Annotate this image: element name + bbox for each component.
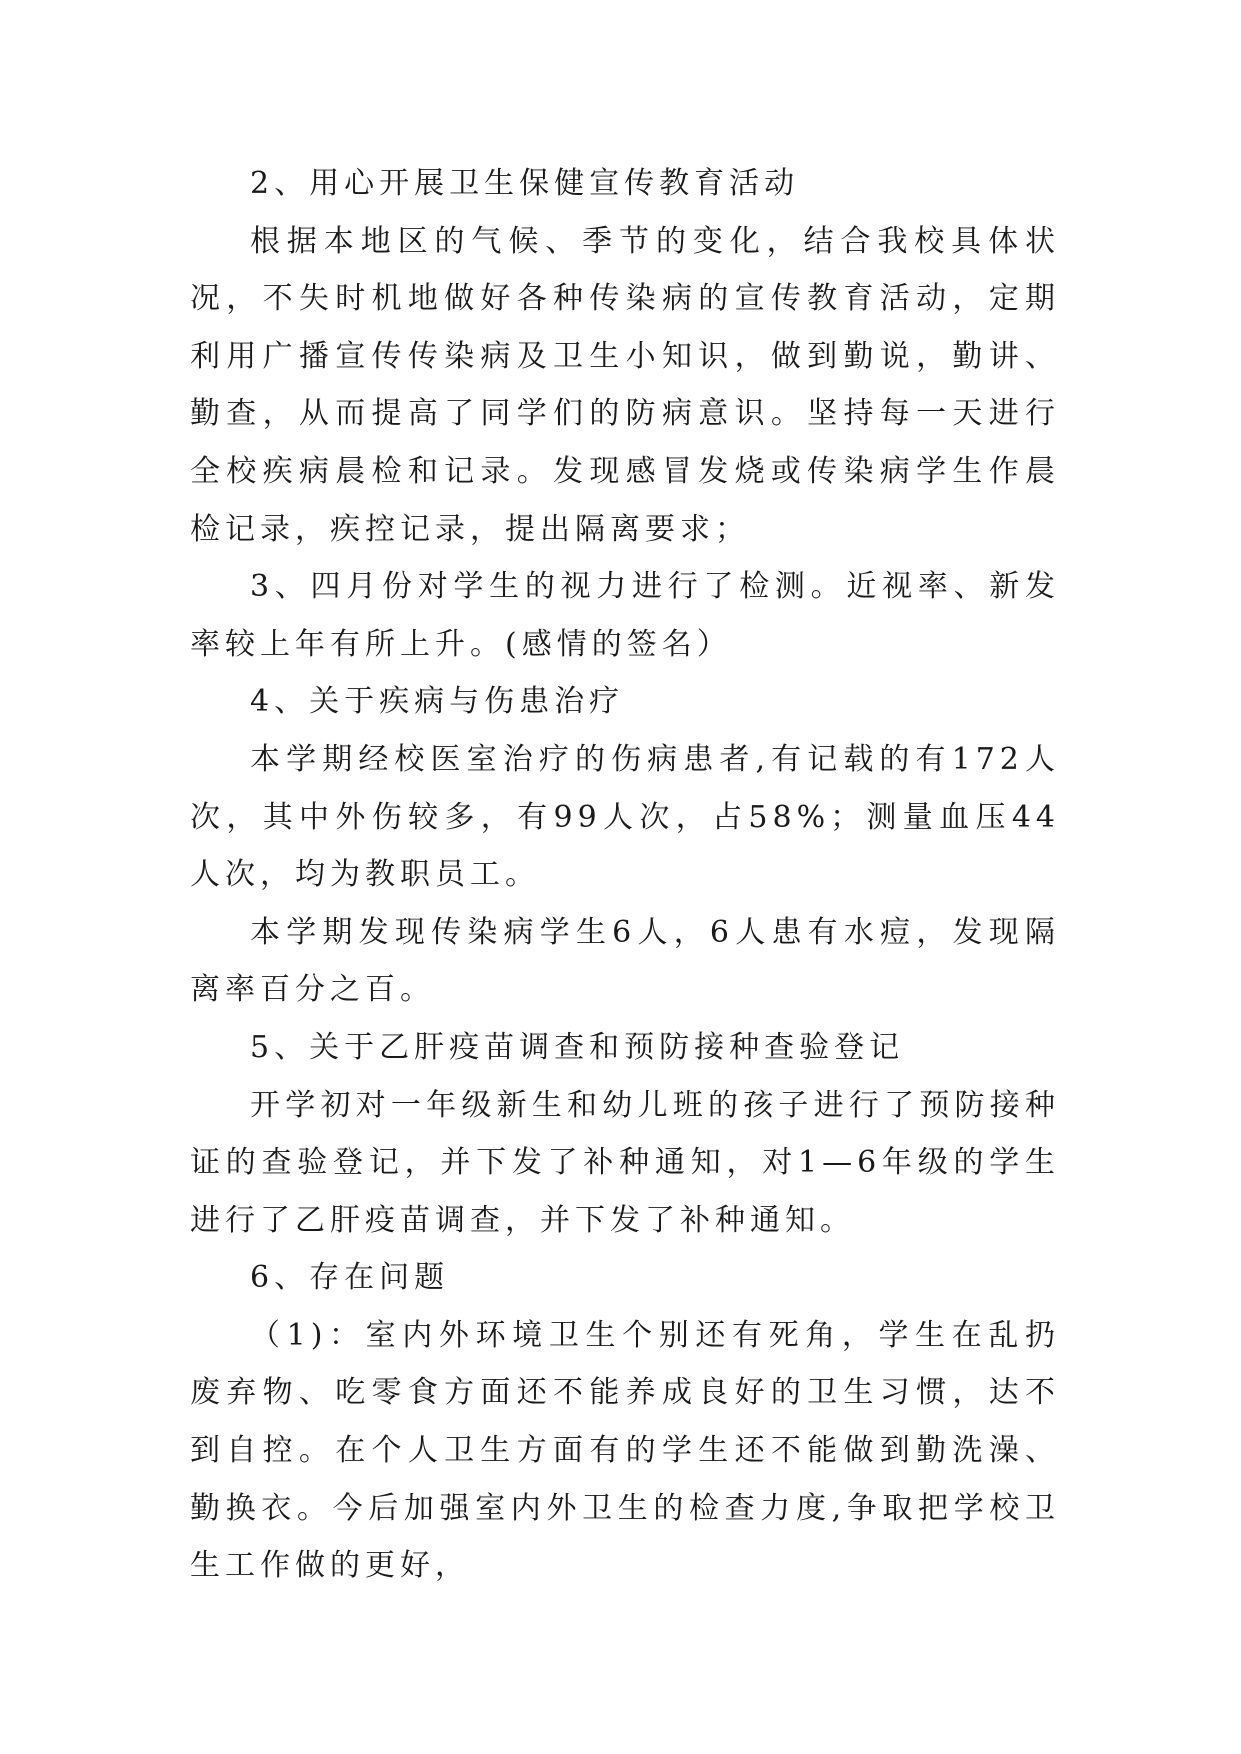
heading-vaccination: 5、关于乙肝疫苗调查和预防接种查验登记 (250, 1029, 905, 1065)
paragraph-problems: （1)：室内外环境卫生个别还有死角，学生在乱扔废弃物、吃零食方面还不能养成良好的卫生习惯，达不到自控。在个人卫生方面有的学生还不能做到勤洗澡、勤换衣。今后加强室内外卫生的检查力度,争取把学校卫生工作做的更好， (190, 1317, 1060, 1584)
paragraph-infectious-disease: 本学期发现传染病学生6人，6人患有水痘，发现隔离率百分之百。 (190, 914, 1060, 1008)
paragraph-health-education: 根据本地区的气候、季节的变化，结合我校具体状况，不失时机地做好各种传染病的宣传教育活动，定期利用广播宣传传染病及卫生小知识，做到勤说，勤讲、勤查，从而提高了同学们的防病意识。坚持每一天进行全校疾病晨检和记录。发现感冒发烧或传染病学生作晨检记录，疾控记录，提出隔离要求； (190, 223, 1060, 547)
paragraph-vaccination: 开学初对一年级新生和幼儿班的孩子进行了预防接种证的查验登记，并下发了补种通知，对1—6年级的学生进行了乙肝疫苗调查，并下发了补种通知。 (190, 1087, 1060, 1238)
paragraph-vision-test: 3、四月份对学生的视力进行了检测。近视率、新发率较上年有所上升。(感情的签名） (190, 569, 1060, 662)
heading-health-education: 2、用心开展卫生保健宣传教育活动 (250, 166, 800, 201)
document-body (190, 155, 1060, 1595)
heading-disease-treatment: 4、关于疾病与伤患治疗 (250, 684, 625, 720)
heading-problems: 6、存在问题 (250, 1260, 450, 1296)
paragraph-treatment-stats: 本学期经校医室治疗的伤病患者,有记载的有172人次，其中外伤较多，有99人次，占58%；测量血压44人次，均为教职员工。 (190, 741, 1060, 893)
